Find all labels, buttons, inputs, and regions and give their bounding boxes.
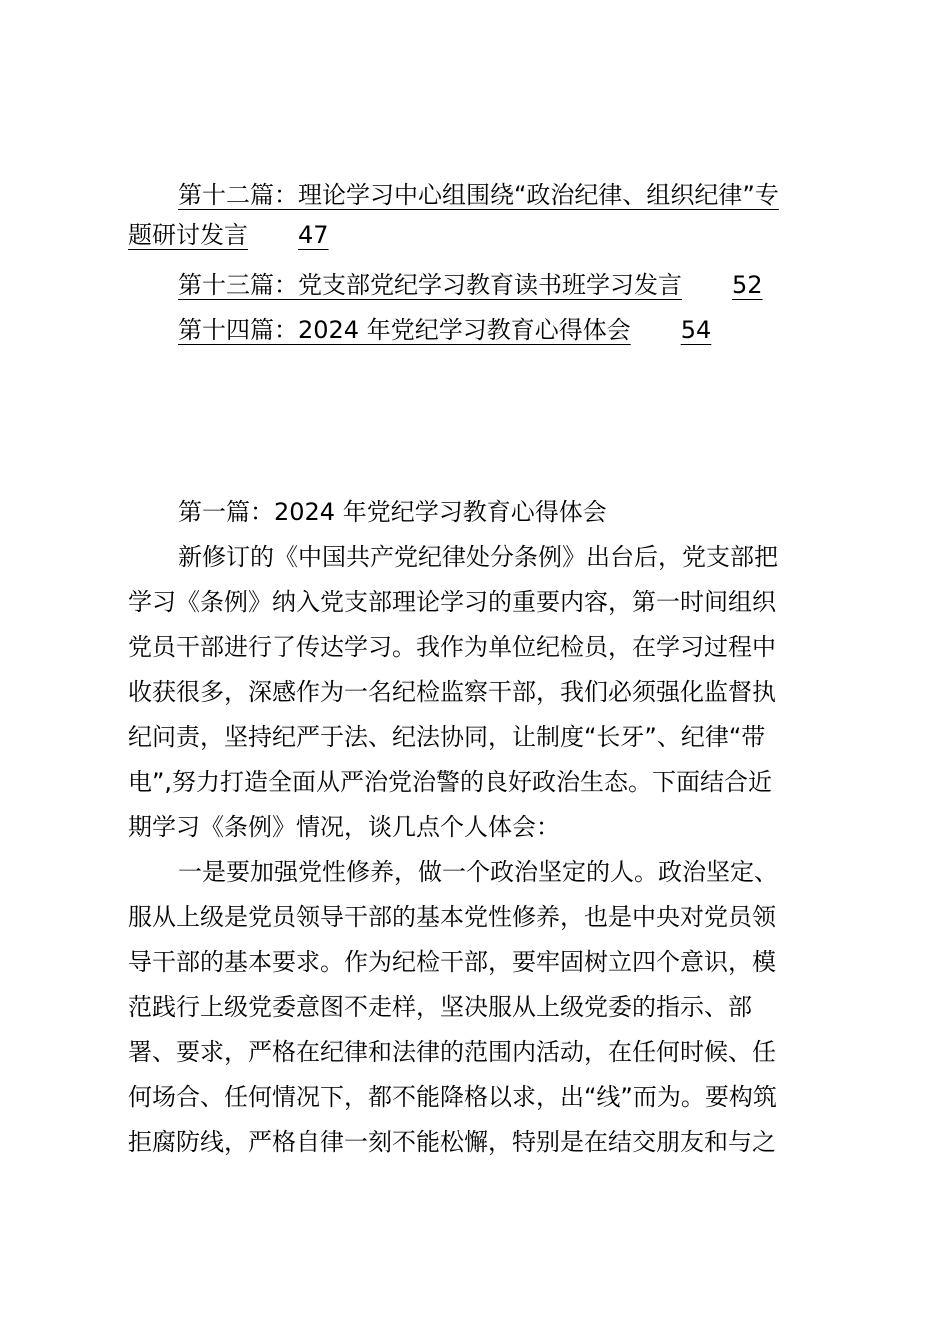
article — [128, 0, 828, 1344]
paragraph-line: 导干部的基本要求。作为纪检干部，要牢固树立四个意识，模 — [128, 948, 776, 976]
article-title: 第一篇：2024 年党纪学习教育心得体会 — [178, 498, 607, 526]
paragraph-line: 新修订的《中国共产党纪律处分条例》出台后，党支部把 — [178, 543, 778, 571]
paragraph-line: 学习《条例》纳入党支部理论学习的重要内容，第一时间组织 — [128, 588, 776, 616]
paragraph-line: 署、要求，严格在纪律和法律的范围内活动，在任何时候、任 — [128, 1038, 776, 1066]
paragraph-line: 拒腐防线，严格自律一刻不能松懈，特别是在结交朋友和与之 — [128, 1128, 776, 1156]
paragraph-line: 期学习《条例》情况，谈几点个人体会： — [128, 813, 560, 841]
toc-entry-title: 第十二篇：理论学习中心组围绕“政治纪律、组织纪律”专 — [178, 181, 779, 209]
paragraph-line: 何场合、任何情况下，都不能降格以求，出“线”而为。要构筑 — [128, 1083, 777, 1111]
toc-page-number: 52 — [732, 271, 763, 299]
toc-entry-title: 第十四篇：2024 年党纪学习教育心得体会 — [178, 316, 631, 344]
paragraph-line: 服从上级是党员领导干部的基本党性修养，也是中央对党员领 — [128, 903, 776, 931]
paragraph-line: 收获很多，深感作为一名纪检监察干部，我们必须强化监督执 — [128, 678, 776, 706]
paragraph-line: 范践行上级党委意图不走样，坚决服从上级党委的指示、部 — [128, 993, 752, 1021]
paragraph-line: 党员干部进行了传达学习。我作为单位纪检员，在学习过程中 — [128, 633, 776, 661]
paragraph-line: 纪问责，坚持纪严于法、纪法协同，让制度“长牙”、纪律“带 — [128, 723, 766, 751]
toc-page-number: 47 — [298, 221, 329, 249]
paragraph-line: 电”,努力打造全面从严治党治警的良好政治生态。下面结合近 — [128, 768, 773, 796]
toc-entry-title: 第十三篇：党支部党纪学习教育读书班学习发言 — [178, 271, 682, 299]
paragraph-line: 一是要加强党性修养，做一个政治坚定的人。政治坚定、 — [178, 858, 778, 886]
toc-entry-title: 题研讨发言 — [128, 221, 248, 249]
toc-page-number: 54 — [680, 316, 712, 344]
